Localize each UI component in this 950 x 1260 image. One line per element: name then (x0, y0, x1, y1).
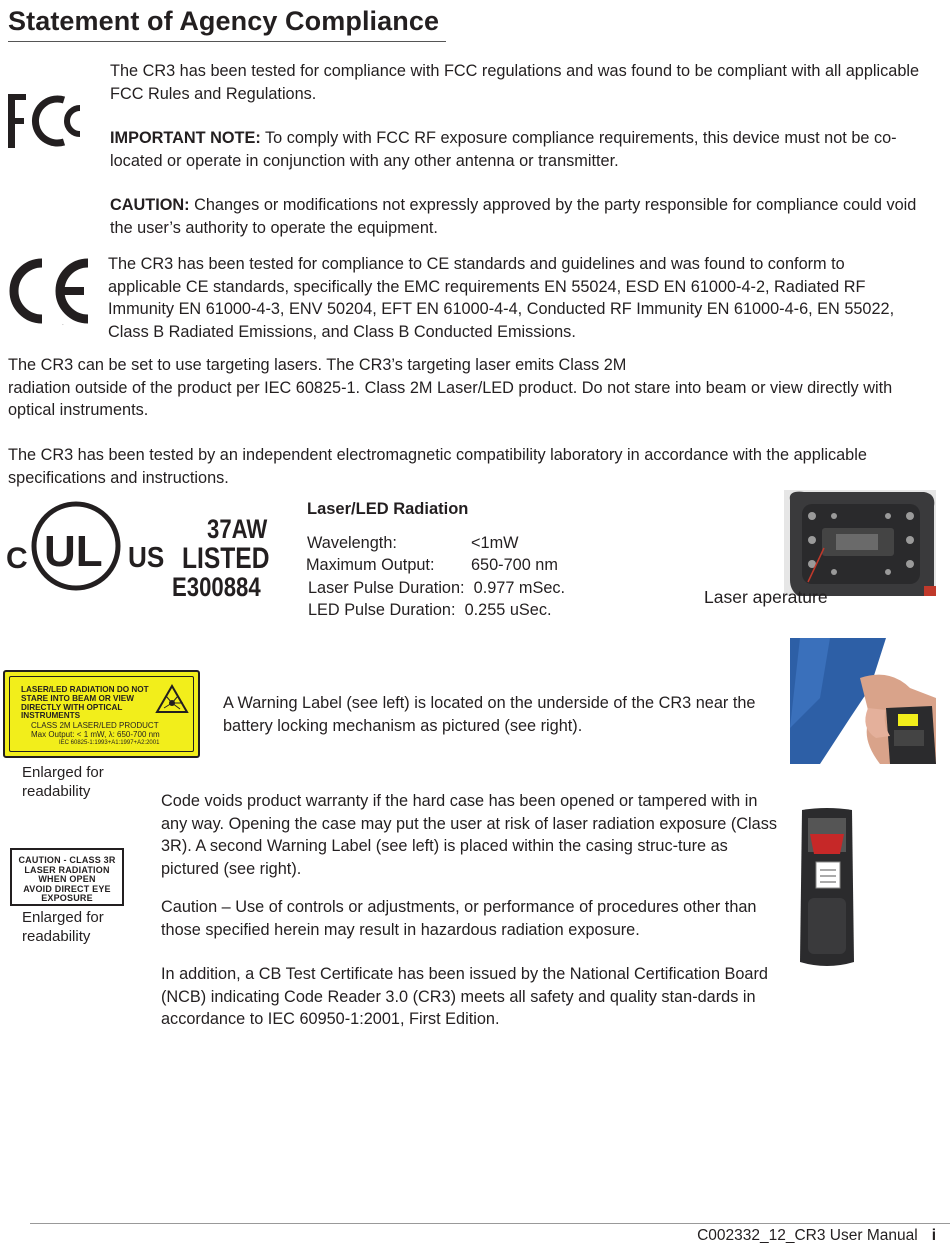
ul-us-text: US (128, 542, 165, 574)
scanner-front-image (784, 490, 936, 596)
class3r-label-text (12, 850, 122, 904)
footer-page-number: i (931, 1227, 936, 1244)
ce-logo-text: CE (62, 325, 64, 326)
laser-pulse-value: 0.977 mSec. (473, 579, 566, 597)
ul-c-text: C (6, 542, 28, 575)
ul-file-number: E300884 (172, 572, 261, 602)
warning-label-spec (31, 722, 160, 740)
max-output-label: Maximum Output: (306, 556, 435, 574)
fcc-logo-icon (6, 92, 92, 150)
title-underline (8, 41, 446, 42)
warning-line-7: IEC 60825-1:1993+A1:1997+A2:2001 (59, 740, 160, 746)
scanner-casing-photo (796, 806, 858, 970)
warning-label-text (21, 686, 149, 721)
scanner-underside-photo (790, 638, 936, 764)
class3r-line-3: WHEN OPEN (38, 874, 96, 885)
warning-line-2: STARE INTO BEAM OR VIEW (21, 693, 134, 703)
class3r-caution-label (10, 848, 124, 906)
fcc-important-note (110, 127, 930, 172)
scanner-casing-image (796, 806, 858, 970)
ul-logo-icon (4, 500, 134, 596)
ul-listed: LISTED (182, 542, 270, 575)
footer-document-id: C002332_12_CR3 User Manual (697, 1227, 918, 1244)
class3r-line-1: CAUTION - CLASS 3R (18, 855, 116, 865)
laser-paragraph-line2: radiation outside of the product per IEC 60825-1. Class 2M Laser/LED product. Do not stare into beam or view directly with optical instruments. (8, 378, 893, 419)
laser-pulse-row (308, 579, 565, 598)
led-pulse-value: 0.255 uSec. (464, 601, 552, 619)
laser-paragraph (8, 354, 923, 422)
scanner-underside-image (790, 638, 936, 764)
emc-paragraph: The CR3 has been tested by an independent electromagnetic compatibility laboratory in accordance with the applicable specifications and instructions. (8, 446, 867, 487)
laser-aperture-caption: Laser aperature (704, 587, 828, 607)
warning-line-4: INSTRUMENTS (21, 711, 81, 721)
ul-37aw: 37AW (207, 514, 268, 544)
ce-logo-icon (2, 255, 94, 327)
wavelength-value: <1mW (471, 534, 519, 552)
page-title: Statement of Agency Compliance (8, 6, 440, 36)
caution-paragraph: Caution – Use of controls or adjustments, or performance of procedures other than those specified herein may result in hazardous radiation exposure. (161, 898, 757, 939)
important-note-label: IMPORTANT NOTE: (110, 129, 261, 147)
warning-label-caption: Enlarged for readability (22, 764, 104, 800)
laser-pulse-label: Laser Pulse Duration: (308, 579, 465, 597)
ul-text: UL (44, 527, 103, 576)
warning-line-5: CLASS 2M LASER/LED PRODUCT (31, 721, 159, 730)
led-pulse-row (308, 601, 551, 620)
caution-label: CAUTION: (110, 196, 190, 214)
led-pulse-label: LED Pulse Duration: (308, 601, 456, 619)
class3r-line-2: LASER RADIATION (24, 864, 110, 875)
fcc-logo-text: FCC (51, 146, 54, 147)
laser-warning-label (3, 670, 200, 758)
warning-line-6: Max Output: < 1 mW, λ: 650-700 nm (31, 729, 160, 739)
footer-rule (30, 1223, 950, 1224)
scanner-front-photo (784, 490, 936, 596)
radiation-heading: Laser/LED Radiation (307, 500, 469, 518)
laser-paragraph-line1: The CR3 can be set to use targeting lasers. The CR3’s targeting laser emits Class 2M (8, 356, 627, 374)
warranty-paragraph: Code voids product warranty if the hard case has been opened or tampered with in any way. Opening the case may put the user at risk of laser radiation exposure (Class 3R). A second Warning Label (see left) is placed within the casing struc-ture as pictured (see right). (161, 792, 777, 878)
wavelength-label: Wavelength: (307, 534, 397, 552)
class3r-label-caption: Enlarged for readability (22, 909, 104, 945)
laser-hazard-icon (155, 684, 189, 714)
class3r-line-5: EXPOSURE (41, 893, 93, 904)
caution-text: Changes or modifications not expressly approved by the party responsible for compliance could void the user’s authority to operate the equipment. (110, 196, 917, 237)
max-output-value: 650-700 nm (471, 556, 558, 574)
class3r-line-4: AVOID DIRECT EYE (23, 883, 111, 894)
cb-certificate-paragraph: In addition, a CB Test Certificate has been issued by the National Certification Board (NCB) indicating Code Reader 3.0 (CR3) meets all safety and quality stan-dards in accordance to IEC 60950-1:2001, First Edition. (161, 965, 768, 1028)
ce-paragraph: The CR3 has been tested for compliance to CE standards and guidelines and was found to conform to applicable CE standards, specifically the EMC requirements EN 55024, ESD EN 61000-4-2, Radiated RF Immunity EN 61000-4-3, ENV 50204, EFT EN 61000-4-4, Conducted RF Immunity EN 61000-4-6, EN 55022, Class B Radiated Emissions, and Class B Conducted Emissions. (108, 255, 895, 341)
warning-line-3: DIRECTLY WITH OPTICAL (21, 702, 123, 712)
page-footer (697, 1227, 936, 1245)
important-note-text: To comply with FCC RF exposure compliance requirements, this device must not be co-located or operate in conjunction with any other antenna or transmitter. (110, 129, 897, 170)
ul-listed-mark (4, 500, 284, 600)
warning-label-paragraph: A Warning Label (see left) is located on the underside of the CR3 near the battery locking mechanism as pictured (see right). (223, 694, 756, 735)
fcc-caution (110, 194, 935, 239)
fcc-paragraph: The CR3 has been tested for compliance with FCC regulations and was found to be compliant with all applicable FCC Rules and Regulations. (110, 62, 920, 103)
warning-line-1: LASER/LED RADIATION DO NOT (21, 685, 149, 694)
